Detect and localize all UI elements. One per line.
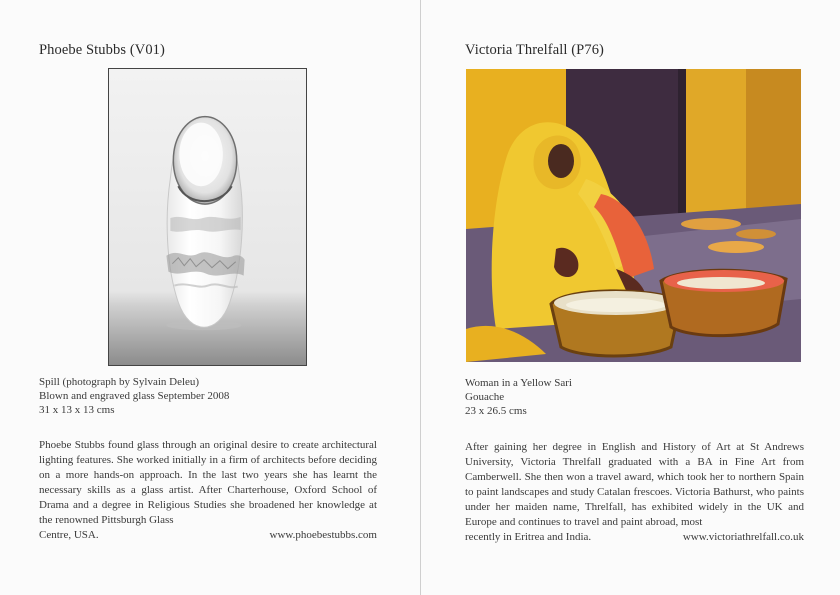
artwork-medium: Gouache: [465, 391, 505, 403]
artist-bio: [465, 440, 804, 545]
artwork-dimensions: 23 x 26.5 cms: [465, 405, 527, 417]
right-page: [421, 0, 840, 595]
artist-website-link[interactable]: www.victoriathrelfall.co.uk: [682, 531, 804, 543]
gouache-painting-icon: [466, 69, 801, 362]
bio-last-line: [39, 528, 377, 543]
bio-last-words: Centre, USA.: [39, 529, 99, 541]
bio-last-words: recently in Eritrea and India.: [465, 531, 592, 543]
bio-last-line: [465, 530, 804, 545]
glass-sculpture-photo-icon: [108, 68, 307, 366]
artwork-title: Woman in a Yellow Sari: [465, 377, 572, 389]
artist-heading: Phoebe Stubbs (V01): [39, 42, 165, 58]
artwork-caption: [465, 376, 572, 418]
artwork-medium: Blown and engraved glass September 2008: [39, 390, 230, 402]
artist-heading: Victoria Threlfall (P76): [465, 42, 604, 58]
artwork-dimensions: 31 x 13 x 13 cms: [39, 404, 115, 416]
artist-bio: [39, 438, 377, 543]
bio-text: Phoebe Stubbs found glass through an original desire to create architectural lighting features. She worked initially in a firm of architects before deciding on a more hands-on approach. In the last two years she has learnt the necessary skills as a glass artist. After Charterhouse, Oxford School of Drama and a degree in Religious Studies she broadened her knowledge at the renowned Pittsburgh Glass: [39, 439, 377, 526]
artwork-caption: [39, 375, 229, 417]
bio-text: After gaining her degree in English and History of Art at St Andrews University, Victoria Threlfall graduated with a BA in Fine Art from Camberwell. She then won a travel award, which took her to northern Spain to paint landscapes and study Catalan frescoes. Victoria Bathurst, who paints under her maiden name, Threlfall, has exhibited widely in the UK and Europe and continues to travel and paint abroad, most: [465, 441, 804, 528]
artwork-title: Spill (photograph by Sylvain Deleu): [39, 376, 200, 388]
artist-website-link[interactable]: www.phoebestubbs.com: [269, 529, 377, 541]
